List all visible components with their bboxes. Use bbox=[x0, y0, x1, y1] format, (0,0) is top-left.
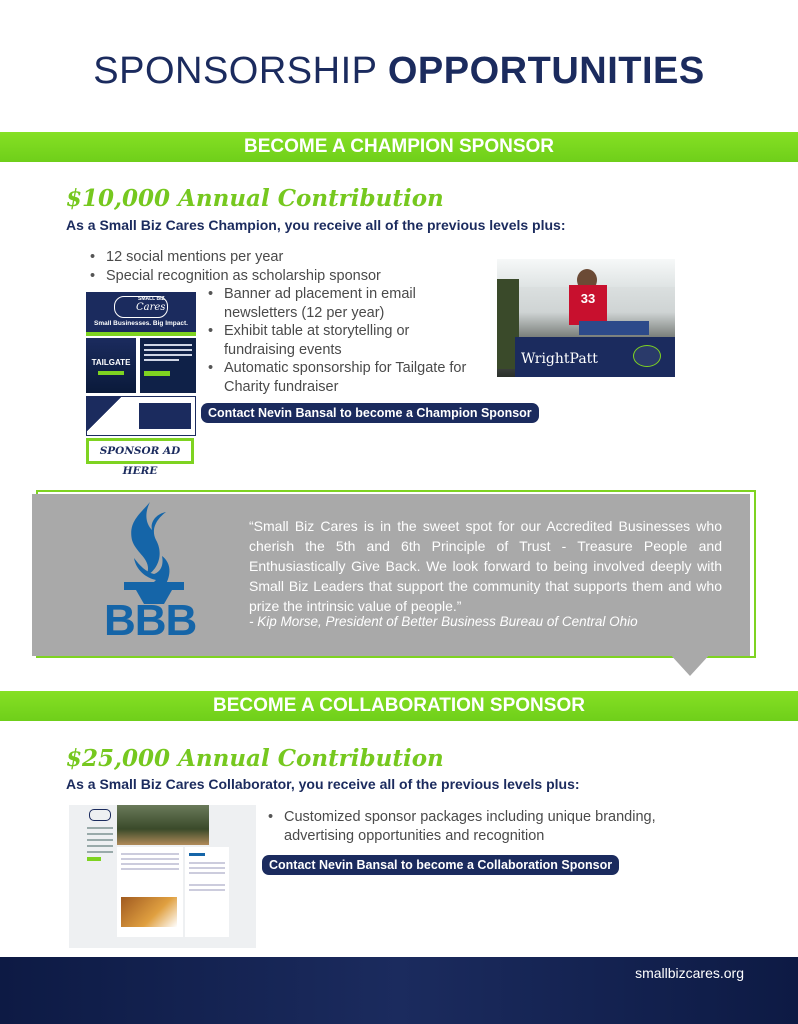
newsletter-brand-script: Cares bbox=[136, 302, 166, 313]
tailgate-stripe bbox=[98, 371, 124, 375]
champion-intro: As a Small Biz Cares Champion, you receive all of the previous levels plus: bbox=[66, 217, 566, 233]
champion-amount: $10,000 Annual Contribution bbox=[66, 185, 444, 212]
footer-url[interactable]: smallbizcares.org bbox=[635, 965, 744, 981]
speech-tail bbox=[668, 652, 712, 676]
banner-text: WrightPatt bbox=[521, 351, 598, 367]
jersey-number: 33 bbox=[580, 291, 596, 306]
champion-contact-button[interactable]: Contact Nevin Bansal to become a Champion Sponsor bbox=[201, 403, 539, 423]
champion-bullets-top bbox=[88, 248, 418, 285]
collaboration-amount: $25,000 Annual Contribution bbox=[66, 745, 444, 772]
footer bbox=[0, 957, 798, 1024]
champion-bullets-side bbox=[206, 285, 481, 396]
champion-band: BECOME A CHAMPION SPONSOR bbox=[0, 132, 798, 162]
list-item: • Customized sponsor packages including unique branding, advertising opportunities and recognition bbox=[266, 808, 686, 845]
title-regular: SPONSORSHIP bbox=[93, 50, 377, 92]
newsletter-lower bbox=[86, 396, 196, 436]
page-title bbox=[0, 50, 798, 93]
list-item: • 12 social mentions per year bbox=[88, 248, 418, 267]
collaboration-band: BECOME A COLLABORATION SPONSOR bbox=[0, 691, 798, 721]
table-cloth bbox=[515, 337, 675, 377]
list-item: • Banner ad placement in email newsletters (12 per year) bbox=[206, 285, 481, 322]
quote-text: “Small Biz Cares is in the sweet spot for our Accredited Businesses who cherish the 5th and 6th Principle of Trust - Treasure People and Enthusiastically Give Back. We look forward to being involved deeply with Small Biz Leaders that support the community that supports them and who prize the intrinsic value of people.” bbox=[249, 518, 722, 614]
list-item: • Special recognition as scholarship sponsor bbox=[88, 267, 418, 286]
newsletter-tagline: Small Businesses. Big Impact. bbox=[94, 320, 188, 327]
title-bold: OPPORTUNITIES bbox=[387, 50, 705, 92]
jersey bbox=[569, 285, 607, 325]
list-item: • Automatic sponsorship for Tailgate for Charity fundraiser bbox=[206, 359, 481, 396]
tailgate-text: TAILGATE bbox=[91, 358, 131, 367]
divider bbox=[86, 332, 196, 336]
newsletter-article bbox=[140, 338, 196, 393]
collaboration-bullets bbox=[266, 808, 686, 845]
website-screenshot bbox=[69, 805, 256, 948]
bbb-wordmark: BBB bbox=[104, 596, 197, 645]
newsletter-header bbox=[86, 292, 196, 332]
list-item: • Exhibit table at storytelling or fundraising events bbox=[206, 322, 481, 359]
tailgate-graphic bbox=[86, 338, 136, 393]
quote-attribution: - Kip Morse, President of Better Business Bureau of Central Ohio bbox=[249, 614, 638, 629]
sponsor-ad-box: SPONSOR AD HERE bbox=[86, 438, 194, 464]
newsletter-brand-top: SMALL BIZ bbox=[138, 296, 165, 302]
event-photo bbox=[497, 259, 675, 377]
collaboration-intro: As a Small Biz Cares Collaborator, you receive all of the previous levels plus: bbox=[66, 776, 580, 792]
collaboration-contact-button[interactable]: Contact Nevin Bansal to become a Collaboration Sponsor bbox=[262, 855, 619, 875]
